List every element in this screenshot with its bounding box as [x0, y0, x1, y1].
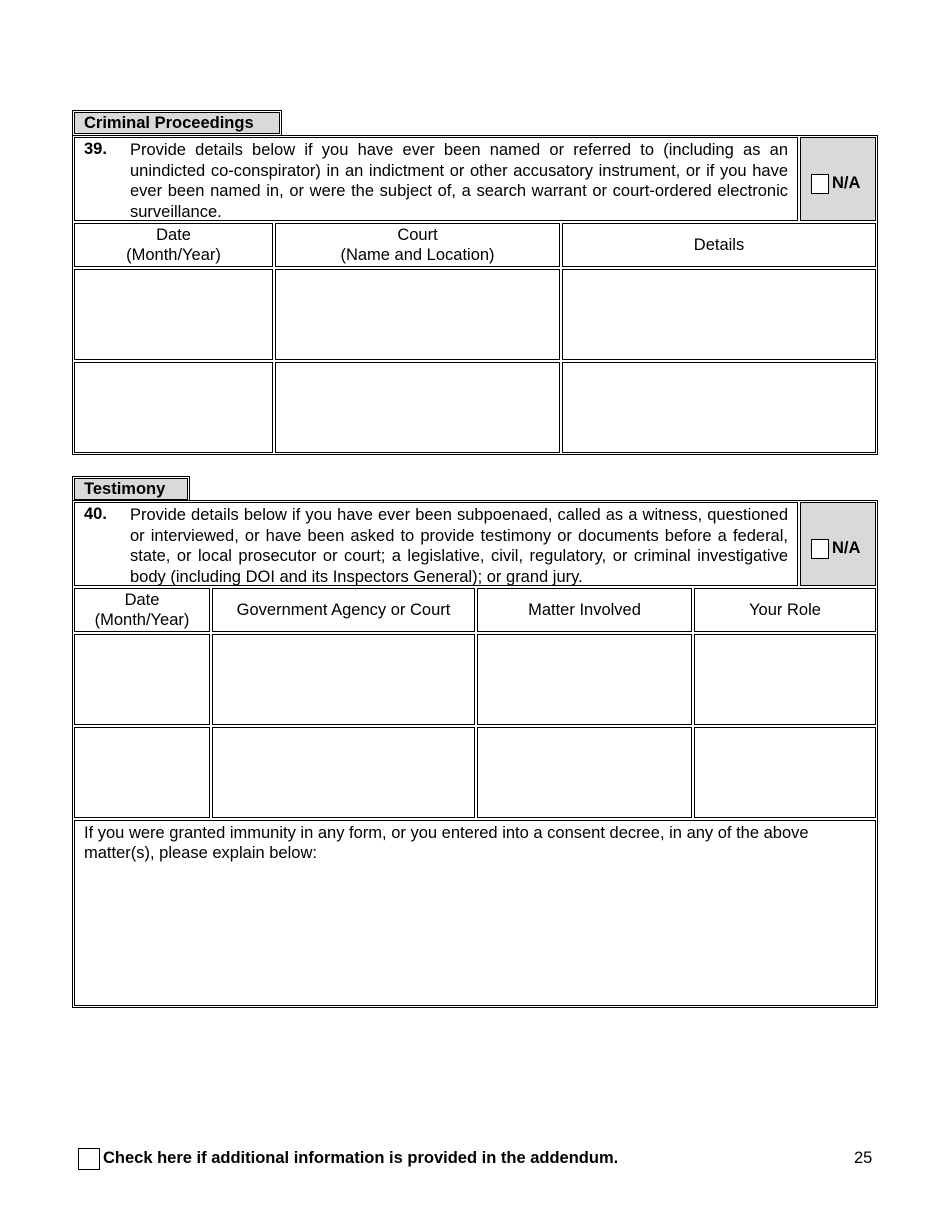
table-cell-date-row-2[interactable]	[74, 362, 273, 453]
table-cell-date-row-1[interactable]	[74, 634, 210, 725]
table-cell-details-row-2[interactable]	[562, 362, 876, 453]
question-39-text: Provide details below if you have ever been named or referred to (including as an unindicted co-conspirator) in an indictment or other accusatory instrument, or if you have ever been named in, or were the subject of, a search warrant or court-ordered electronic surveillance.	[130, 141, 788, 221]
testimony-title: Testimony	[74, 478, 188, 500]
column-header-court: Court (Name and Location)	[275, 223, 560, 267]
question-40-cell	[74, 502, 798, 586]
table-cell-role-row-2[interactable]	[694, 727, 876, 818]
question-40-number: 40.	[84, 505, 107, 523]
table-cell-date-row-1[interactable]	[74, 269, 273, 360]
question-40-na-box	[800, 502, 876, 586]
criminal-proceedings-tab	[72, 110, 282, 136]
criminal-proceedings-title: Criminal Proceedings	[74, 112, 280, 134]
column-header-matter: Matter Involved	[477, 588, 692, 632]
testimony-tab	[72, 476, 190, 502]
table-cell-court-row-1[interactable]	[275, 269, 560, 360]
question-40-na-checkbox[interactable]	[811, 539, 829, 559]
table-cell-role-row-1[interactable]	[694, 634, 876, 725]
question-40-text: Provide details below if you have ever been subpoenaed, called as a witness, questioned or interviewed, or have been asked to provide testimony or documents before a federal, state, or local prosecutor or court; a legislative, civil, regulatory, or criminal investigative body (including DOI and its Inspectors General); or grand jury.	[130, 506, 788, 586]
question-39-na-box	[800, 137, 876, 221]
column-header-date: Date (Month/Year)	[74, 588, 210, 632]
addendum-label: Check here if additional information is provided in the addendum.	[103, 1149, 619, 1167]
column-header-details: Details	[562, 223, 876, 267]
column-header-date: Date (Month/Year)	[74, 223, 273, 267]
table-cell-date-row-2[interactable]	[74, 727, 210, 818]
table-cell-matter-row-1[interactable]	[477, 634, 692, 725]
column-header-agency: Government Agency or Court	[212, 588, 475, 632]
immunity-explanation-field[interactable]	[74, 820, 876, 1006]
table-cell-matter-row-2[interactable]	[477, 727, 692, 818]
table-cell-agency-row-2[interactable]	[212, 727, 475, 818]
question-39-na-checkbox[interactable]	[811, 174, 829, 194]
question-39-cell	[74, 137, 798, 221]
page-number: 25	[854, 1149, 873, 1167]
criminal-proceedings-frame	[72, 135, 878, 455]
question-40-na-label: N/A	[832, 539, 861, 557]
question-39-number: 39.	[84, 140, 107, 158]
addendum-checkbox[interactable]	[78, 1148, 100, 1170]
table-cell-court-row-2[interactable]	[275, 362, 560, 453]
question-39-na-label: N/A	[832, 174, 861, 192]
table-cell-agency-row-1[interactable]	[212, 634, 475, 725]
table-cell-details-row-1[interactable]	[562, 269, 876, 360]
immunity-note: If you were granted immunity in any form, or you entered into a consent decree, in any of the above matter(s), please explain below:	[84, 824, 809, 862]
column-header-role: Your Role	[694, 588, 876, 632]
testimony-frame	[72, 500, 878, 1008]
